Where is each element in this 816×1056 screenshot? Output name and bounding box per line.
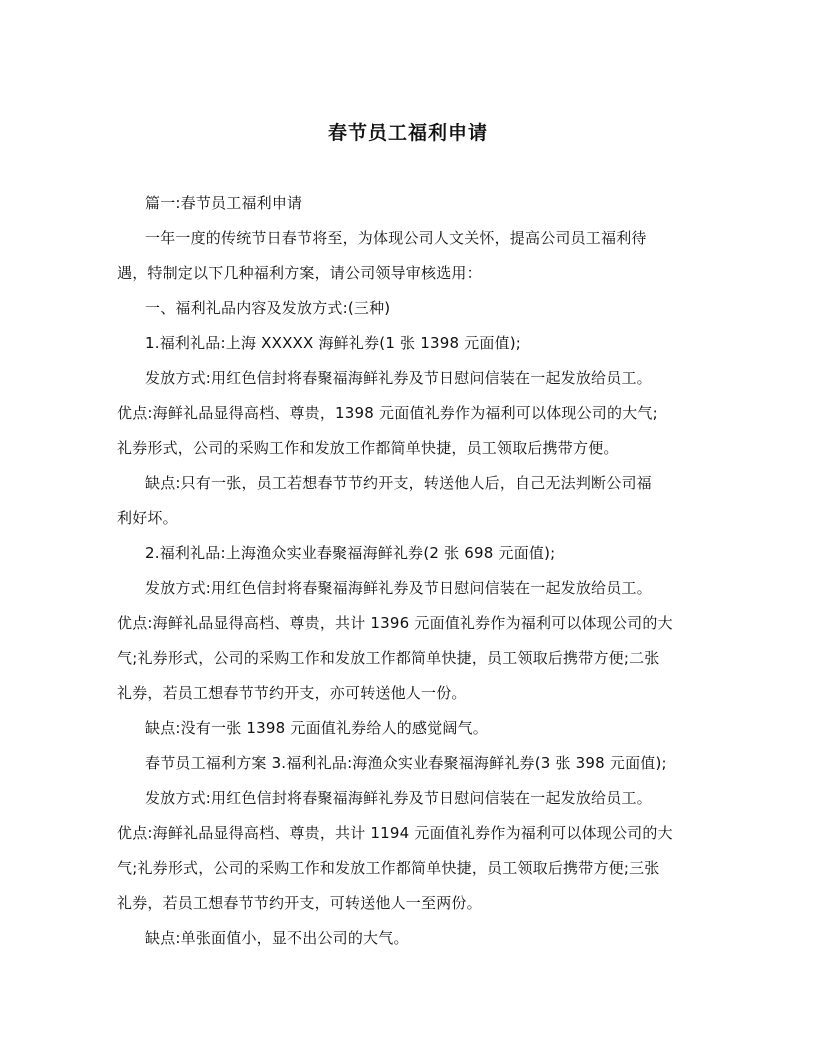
document-title: 春节员工福利申请 [327,122,488,144]
paragraph-line: 缺点:单张面值小，显不出公司的大气。 [145,929,409,947]
paragraph-line: 遇，特制定以下几种福利方案，请公司领导审核选用： [117,264,482,282]
paragraph-line: 优点:海鲜礼品显得高档、尊贵，1398 元面值礼券作为福利可以体现公司的大气; [117,404,658,422]
document-body [117,186,697,956]
paragraph-line: 缺点:没有一张 1398 元面值礼券给人的感觉阔气。 [145,719,488,737]
paragraph-line: 气;礼券形式，公司的采购工作和发放工作都简单快捷，员工领取后携带方便;三张 [117,859,660,877]
paragraph-line: 春节员工福利方案 3.福利礼品:海渔众实业春聚福海鲜礼券(3 张 398 元面值); [145,754,667,772]
paragraph-line: 缺点:只有一张，员工若想春节节约开支，转送他人后，自己无法判断公司福 [145,474,652,492]
paragraph-line: 发放方式:用红色信封将春聚福海鲜礼券及节日慰问信装在一起发放给员工。 [145,369,652,387]
paragraph-line: 发放方式:用红色信封将春聚福海鲜礼券及节日慰问信装在一起发放给员工。 [145,579,652,597]
paragraph-line: 礼券形式，公司的采购工作和发放工作都简单快捷，员工领取后携带方便。 [117,439,619,457]
paragraph-line: 礼券，若员工想春节节约开支，可转送他人一至两份。 [117,894,482,912]
paragraph-line: 一年一度的传统节日春节将至，为体现公司人文关怀，提高公司员工福利待 [145,229,647,247]
paragraph-line: 2.福利礼品:上海渔众实业春聚福海鲜礼券(2 张 698 元面值); [145,544,556,562]
paragraph-line: 气;礼券形式，公司的采购工作和发放工作都简单快捷，员工领取后携带方便;二张 [117,649,660,667]
paragraph-line: 优点:海鲜礼品显得高档、尊贵，共计 1194 元面值礼券作为福利可以体现公司的大 [117,824,673,842]
section-heading: 一、福利礼品内容及发放方式:(三种) [145,299,391,317]
paragraph-line: 篇一:春节员工福利申请 [145,194,303,212]
paragraph-line: 礼券，若员工想春节节约开支，亦可转送他人一份。 [117,684,467,702]
paragraph-line: 优点:海鲜礼品显得高档、尊贵，共计 1396 元面值礼券作为福利可以体现公司的大 [117,614,673,632]
paragraph-line: 利好坏。 [117,509,178,527]
paragraph-line: 1.福利礼品:上海 XXXXX 海鲜礼券(1 张 1398 元面值); [145,334,522,352]
paragraph-line: 发放方式:用红色信封将春聚福海鲜礼券及节日慰问信装在一起发放给员工。 [145,789,652,807]
